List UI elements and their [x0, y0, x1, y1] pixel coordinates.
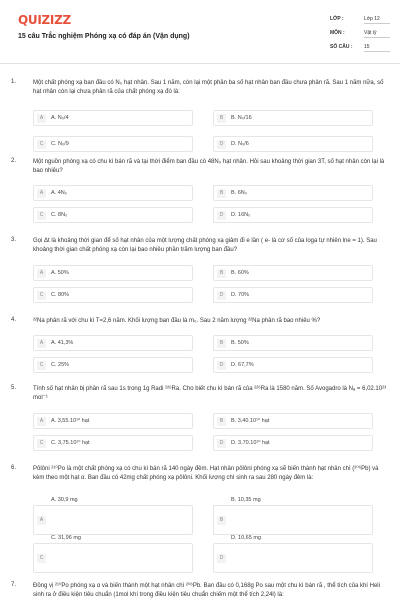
option-b[interactable] [213, 110, 373, 126]
option-text: A. 3,55.10¹⁰ hạt [51, 418, 90, 424]
meta-label: LỚP : [330, 16, 344, 22]
option-text: A. N₀/4 [51, 115, 69, 121]
meta-value: Lớp 12 [364, 16, 390, 24]
question-text: Một chất phóng xạ ban đầu có N₀ hạt nhân. Sau 1 năm, còn lại một phần ba số hạt nhân ban đầu chưa phân rã. Sau 1 năm nữa, số hạt nhân còn lại chưa phân rã của chất phóng xạ đó là: [33, 80, 384, 95]
question-text: Gọi Δt là khoảng thời gian để số hạt nhân của một lượng chất phóng xạ giảm đi e lần ( e- là cơ số của loga tự nhiên lne = 1). Sau khoảng thời gian chất phóng xạ còn lại bao nhiêu phần trăm lượng ban đầu? [33, 238, 377, 253]
option-text: C. 3,75.10¹⁰ hạt [51, 440, 90, 446]
header [0, 0, 400, 64]
option-d[interactable] [213, 357, 373, 373]
option-letter: C [37, 140, 46, 149]
quizizz-logo[interactable]: QUIZIZZ [18, 13, 71, 27]
option-letter: C [37, 211, 46, 220]
option-b[interactable] [213, 335, 373, 351]
option-b[interactable] [213, 265, 373, 281]
option-letter: B [217, 417, 226, 426]
option-letter: D [217, 140, 226, 149]
option-letter: D [217, 291, 226, 300]
option-b[interactable] [213, 413, 373, 429]
option-letter: B [217, 516, 226, 525]
option-text: C. 31,96 mg [51, 535, 81, 541]
option-text: B. 3,40.10¹⁰ hạt [231, 418, 270, 424]
question-number: 6. [11, 465, 17, 471]
option-a[interactable] [33, 185, 193, 201]
meta-label: SỐ CÂU : [330, 44, 353, 50]
option-letter: B [217, 269, 226, 278]
question-number: 3. [11, 237, 17, 243]
option-a[interactable] [33, 110, 193, 126]
option-text: D. 70% [231, 292, 250, 298]
question-number: 7. [11, 582, 17, 588]
meta-value: Vật lý [364, 30, 390, 38]
question-number: 4. [11, 317, 17, 323]
question-text: Pôlôni ²¹⁰Po là một chất phóng xạ có chu kì bán rã 140 ngày đêm. Hạt nhân pôlôni phóng xạ sẽ biến thành hạt nhân chì (²⁰⁶Pb) và kèm theo một hạt α. Ban đầu có 42mg chất phóng xạ pôlôni. Khối lượng chì sinh ra sau 280 ngày đêm là: [33, 466, 379, 481]
option-text: C. 25% [51, 362, 70, 368]
meta-value: 15 [364, 44, 390, 52]
option-a[interactable] [33, 265, 193, 281]
option-d[interactable] [213, 287, 373, 303]
question-number: 2. [11, 158, 17, 164]
option-text: D. N₀/6 [231, 141, 249, 147]
option-letter: A [37, 516, 46, 525]
option-text: A. 30,9 mg [51, 497, 78, 503]
option-d[interactable] [213, 207, 373, 223]
option-a[interactable] [33, 413, 193, 429]
option-letter: D [217, 554, 226, 563]
option-letter: D [217, 439, 226, 448]
option-letter: C [37, 291, 46, 300]
option-text: A. 41,3% [51, 340, 74, 346]
option-text: D. 3,70.10¹⁰ hạt [231, 440, 270, 446]
option-text: C. 80% [51, 292, 70, 298]
question-text: Một nguồn phóng xạ có chu kì bán rã và tại thời điểm ban đầu có 48N₀ hạt nhân. Hỏi sau khoảng thời gian 3T, số hạt nhân còn lại là bao nhiêu? [33, 159, 385, 174]
meta-label: MÔN : [330, 30, 345, 36]
option-letter: B [217, 114, 226, 123]
option-letter: C [37, 439, 46, 448]
option-text: D. 10,65 mg [231, 535, 261, 541]
option-b[interactable] [213, 497, 373, 535]
option-c[interactable] [33, 136, 193, 152]
option-text: B. 6N₀ [231, 190, 248, 196]
option-text: B. 50% [231, 340, 249, 346]
option-letter: B [217, 339, 226, 348]
option-text: B. 10,35 mg [231, 497, 261, 503]
option-letter: D [217, 361, 226, 370]
option-a[interactable] [33, 335, 193, 351]
option-c[interactable] [33, 287, 193, 303]
option-letter: A [37, 269, 46, 278]
option-b[interactable] [213, 185, 373, 201]
option-c[interactable] [33, 535, 193, 573]
question-number: 5. [11, 385, 17, 391]
option-text: C. 8N₀ [51, 212, 68, 218]
option-text: D. 16N₀ [231, 212, 251, 218]
page-title: 15 câu Trắc nghiệm Phóng xạ có đáp án (Vận dụng) [18, 33, 190, 40]
question-text: ²²Na phân rã với chu kì T=2,6 năm. Khối lượng ban đầu là m₀. Sau 2 năm lượng ²²Na phân rã bao nhiêu %? [33, 318, 321, 324]
option-d[interactable] [213, 535, 373, 573]
option-letter: A [37, 339, 46, 348]
question-number: 1. [11, 79, 17, 85]
option-d[interactable] [213, 136, 373, 152]
option-letter: A [37, 189, 46, 198]
option-text: A. 50% [51, 270, 69, 276]
option-c[interactable] [33, 357, 193, 373]
option-letter: B [217, 189, 226, 198]
option-text: B. 60% [231, 270, 249, 276]
option-letter: C [37, 361, 46, 370]
option-letter: A [37, 417, 46, 426]
option-c[interactable] [33, 207, 193, 223]
question-text: Đồng vị ²¹⁰Po phóng xạ α và biến thành một hạt nhân chì ²⁰⁶Pb. Ban đầu có 0,168g Po sau một chu kì bán rã , thể tích của khí Heli sinh ra ở điều kiện tiêu chuẩn (1mol khí trong điều kiện tiêu chuẩn chiếm một thể tích 2,24l) là: [33, 583, 380, 598]
option-d[interactable] [213, 435, 373, 451]
question-text: Tính số hạt nhân bị phân rã sau 1s trong 1g Radi ²²⁶Ra. Cho biết chu kì bán rã của ²²⁶Ra là 1580 năm. Số Avogadro là Nₐ = 6,02.10²³ mol⁻¹ [33, 386, 387, 401]
option-letter: D [217, 211, 226, 220]
option-text: D. 67,7% [231, 362, 254, 368]
option-c[interactable] [33, 435, 193, 451]
option-letter: A [37, 114, 46, 123]
option-text: C. N₀/9 [51, 141, 69, 147]
option-text: A. 4N₀ [51, 190, 68, 196]
option-letter: C [37, 554, 46, 563]
option-a[interactable] [33, 497, 193, 535]
option-text: B. N₀/16 [231, 115, 252, 121]
